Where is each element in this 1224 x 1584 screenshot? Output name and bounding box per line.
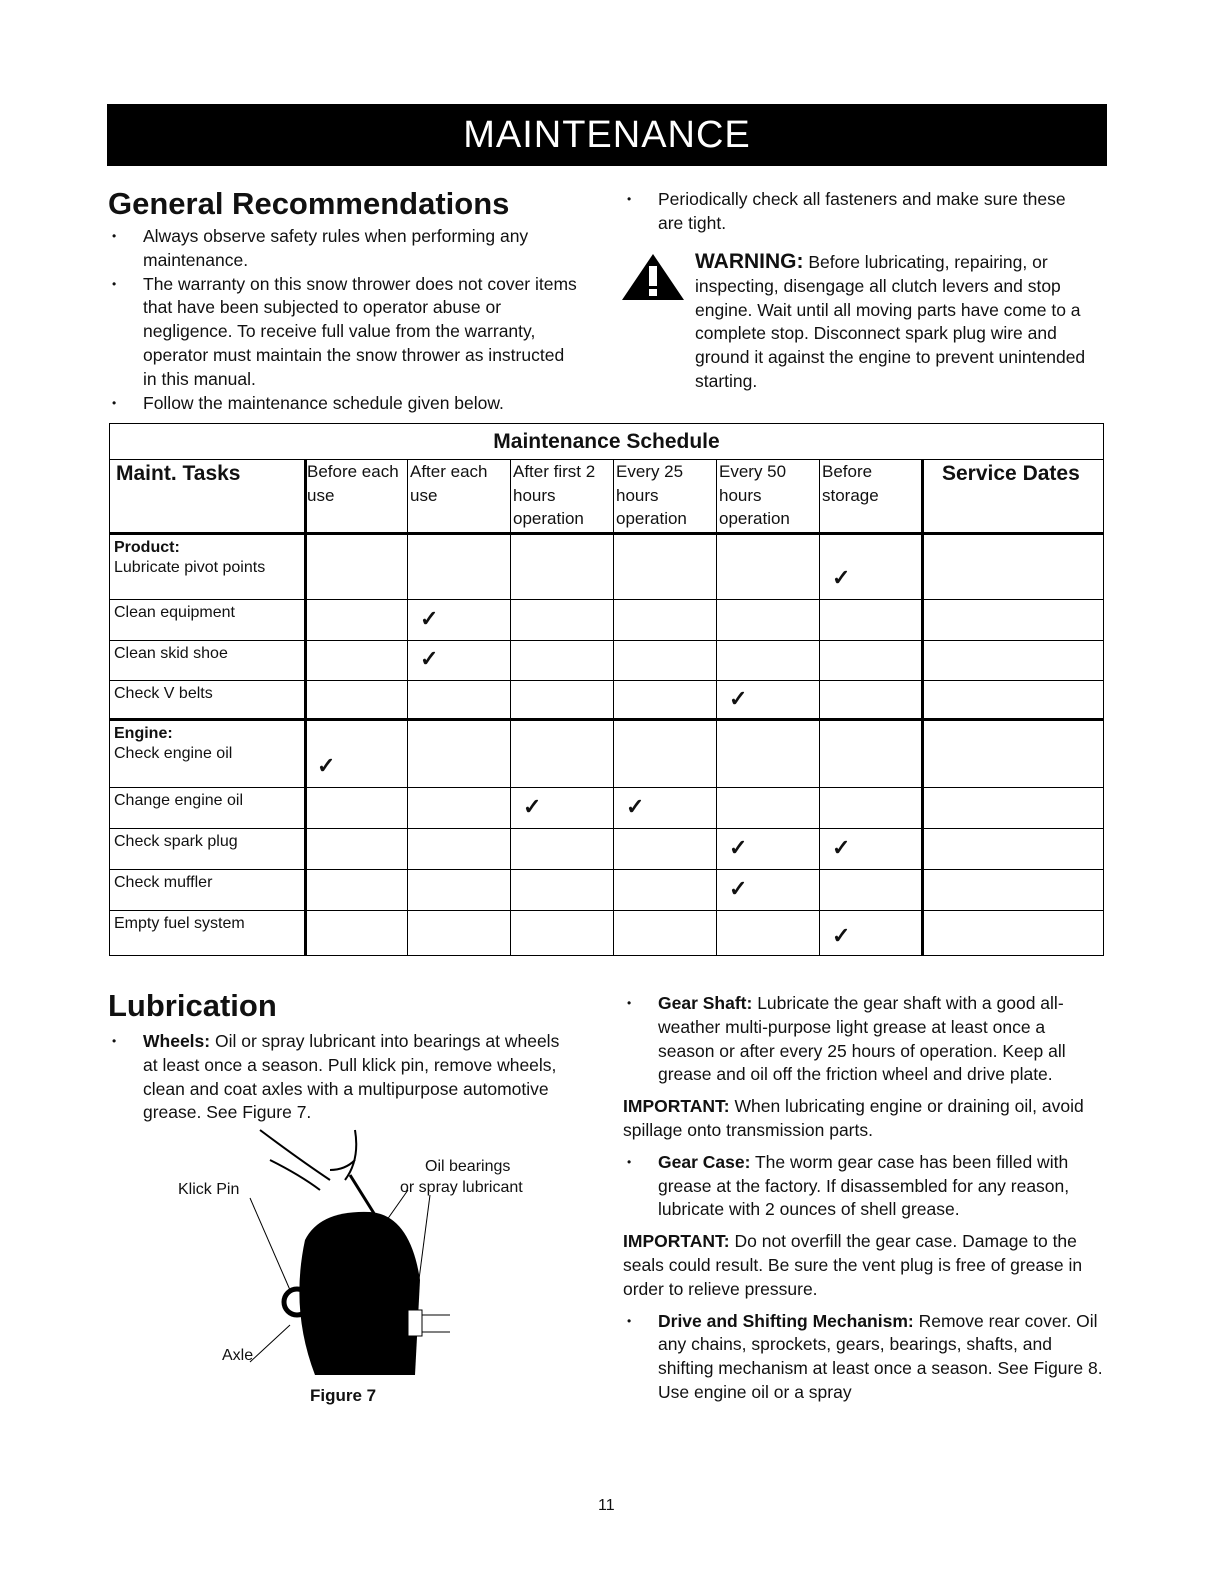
task-name: Clean skid shoe <box>114 645 228 662</box>
bullet: • Always observe safety rules when performing any maintenance. <box>108 225 578 273</box>
fastener-bullet <box>623 188 1093 236</box>
bullet: • The warranty on this snow thrower does not cover items that have been subjected to operator abuse or negligence. To receive full value from the warranty, operator must maintain the snow thrower as instructed in this manual. <box>108 273 578 392</box>
column-header: Before each use <box>307 462 399 505</box>
wheels-label: Wheels: <box>143 1031 211 1051</box>
task-name: Check spark plug <box>114 833 238 850</box>
check-mark-icon: ✓ <box>832 923 851 948</box>
important-note <box>623 1230 1103 1301</box>
table-row <box>110 720 1103 787</box>
column-header: After each use <box>410 462 488 505</box>
bullet: • Follow the maintenance schedule given below. <box>108 392 578 416</box>
section-banner: MAINTENANCE <box>107 104 1107 166</box>
check-mark-icon: ✓ <box>832 565 851 590</box>
warning-label: WARNING: <box>695 250 804 273</box>
section-label: Engine: <box>114 725 173 742</box>
drive-label: Drive and Shifting Mechanism: <box>658 1310 914 1331</box>
task-name: Check V belts <box>114 685 213 702</box>
check-mark-icon: ✓ <box>317 753 336 778</box>
table-row <box>110 640 1103 680</box>
task-name: Clean equipment <box>114 604 235 621</box>
column-header: Every 25 hours operation <box>616 462 687 528</box>
task-name: Check muffler <box>114 874 213 891</box>
general-bullets <box>108 225 578 415</box>
check-mark-icon: ✓ <box>523 794 542 819</box>
table-row <box>110 599 1103 640</box>
important-text: When lubricating engine or draining oil, avoid spillage onto transmission parts. <box>623 1096 1084 1140</box>
wheels-bullet <box>108 1030 568 1125</box>
warning-block <box>695 250 1105 394</box>
bullet <box>108 1030 568 1125</box>
gear-case-label: Gear Case: <box>658 1151 751 1172</box>
warning-text: Before lubricating, repairing, or inspecting, disengage all clutch levers and stop engine. Wait until all moving parts have come to a complete stop. Disconnect spark plug wire and ground it against the engine to prevent unintended starting. <box>695 252 1086 391</box>
gear-shaft-text: Lubricate the gear shaft with a good all-weather multi-purpose light grease at least once a season or after every 25 hours of operation. Keep all grease and oil off the friction wheel and drive plate. <box>658 993 1066 1085</box>
maintenance-schedule-table <box>109 423 1104 956</box>
wheels-text: Oil or spray lubricant into bearings at wheels at least once a season. Pull klick pin, remove wheels, clean and coat axles with a multipurpose automotive grease. See Figure 7. <box>143 1031 560 1123</box>
check-mark-icon: ✓ <box>420 646 439 671</box>
important-label: IMPORTANT: <box>623 1096 730 1117</box>
task-name: Empty fuel system <box>114 915 245 932</box>
check-mark-icon: ✓ <box>626 794 645 819</box>
maint-tasks-header: Maint. Tasks <box>116 462 241 485</box>
check-mark-icon: ✓ <box>832 835 851 860</box>
page-number: 11 <box>598 1497 615 1514</box>
check-mark-icon: ✓ <box>729 876 748 901</box>
important-text: Do not overfill the gear case. Damage to the seals could result. Be sure the vent plug is free of grease in order to relieve pressure. <box>623 1231 1083 1299</box>
bullet <box>623 1151 1103 1222</box>
task-name: Lubricate pivot points <box>114 559 266 576</box>
column-header: After first 2 hours operation <box>513 462 596 528</box>
table-row <box>110 680 1103 720</box>
klick-pin-label: Klick Pin <box>178 1181 240 1198</box>
bullet: • Periodically check all fasteners and make sure these are tight. <box>623 188 1093 236</box>
bullet <box>623 992 1103 1087</box>
oil-bearings-label: Oil bearings <box>425 1158 511 1175</box>
service-dates-header: Service Dates <box>942 462 1080 485</box>
general-recommendations-heading: General Recommendations <box>108 186 510 221</box>
lubrication-heading: Lubrication <box>108 988 277 1023</box>
check-mark-icon: ✓ <box>729 686 748 711</box>
drive-text: Remove rear cover. Oil any chains, sprockets, gears, bearings, shafts, and shifting mechanism at least once a season. See Figure 8. Use engine oil or a spray <box>658 1310 1103 1402</box>
table-row <box>110 869 1103 910</box>
gear-case-text: The worm gear case has been filled with grease at the factory. If disassembled for any reason, lubricate with 2 ounces of shell grease. <box>658 1151 1070 1220</box>
table-row <box>110 828 1103 869</box>
section-label: Product: <box>114 539 180 556</box>
check-mark-icon: ✓ <box>420 606 439 631</box>
schedule-title: Maintenance Schedule <box>493 430 720 453</box>
figure-caption: Figure 7 <box>310 1386 377 1405</box>
column-header: Every 50 hours operation <box>719 462 790 528</box>
important-label: IMPORTANT: <box>623 1231 730 1252</box>
bullet <box>623 1310 1103 1405</box>
table-row <box>110 910 1103 957</box>
table-row <box>110 787 1103 828</box>
axle-label: Axle <box>222 1347 254 1364</box>
check-mark-icon: ✓ <box>729 835 748 860</box>
warning-triangle-icon <box>620 252 686 302</box>
important-note <box>623 1095 1103 1143</box>
lubrication-right-column <box>623 992 1103 1405</box>
spray-lubricant-label: or spray lubricant <box>400 1179 523 1196</box>
task-name: Check engine oil <box>114 745 233 762</box>
task-name: Change engine oil <box>114 792 243 809</box>
gear-shaft-label: Gear Shaft: <box>658 993 753 1013</box>
column-header: Before storage <box>822 462 879 505</box>
